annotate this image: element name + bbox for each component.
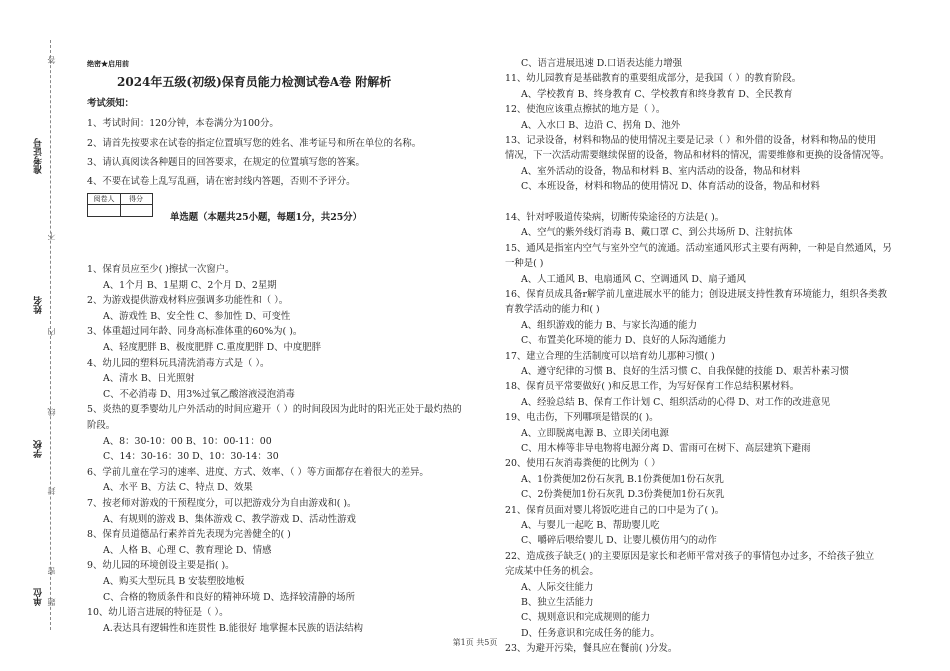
option-line: A、组织游戏的能力 B、与家长沟通的能力 <box>521 319 698 331</box>
seal-mark: 答 <box>47 56 56 64</box>
question-line: 16、保育员成具备r解学前儿童进展水平的能力；创设进展支持性教育环境能力，组织各类教 <box>505 289 888 300</box>
question-line: 20、使用石灰消毒粪便的比例为（ ） <box>505 458 661 470</box>
question-line: 7、按老师对游戏的干预程度分，可以把游戏分为自由游戏和( )。 <box>87 498 357 509</box>
option-line: C、不必消毒 D、用3%过氧乙酸溶液浸泡消毒 <box>103 388 295 400</box>
option-line: C、布置美化环境的能力 D、良好的人际沟通能力 <box>521 335 727 347</box>
question-line: 阶段。 <box>87 420 116 431</box>
question-line: 2、为游戏提供游戏材料应强调多功能性和（ ）。 <box>87 295 289 307</box>
question-line: 13、记录设备，材料和物品的使用情况主要是记录（ ）和外借的设备，材料和物品的使用 <box>505 135 877 146</box>
option-line: A、学校教育 B、终身教育 C、学校教育和终身教育 D、全民教育 <box>521 88 793 100</box>
question-line: 21、保育员面对婴儿将饭吃进自己的口中是为了( )。 <box>505 504 725 516</box>
option-line: A、立即脱离电源 B、立即关闭电源 <box>521 427 669 439</box>
option-line: D、任务意识和完成任务的能力。 <box>521 627 660 639</box>
question-line: 12、使泡应该重点擦拭的地方是（ ）。 <box>505 104 666 116</box>
seal-mark: 线 <box>47 408 56 416</box>
option-line: A、1份粪便加2份石灰乳 B.1份粪便加1份石灰乳 <box>521 473 724 485</box>
question-line: 8、保育员道德品行素养首先表现为完善健全的( ) <box>87 529 291 541</box>
option-line: C、嚼碎后喂给婴儿 D、让婴儿模仿用勺的动作 <box>521 535 717 547</box>
question-line: 17、建立合理的生活制度可以培育幼儿那种习惯( ) <box>505 350 715 362</box>
option-line: A、经验总结 B、保育工作计划 C、组织活动的心得 D、对工作的改进意见 <box>521 396 831 408</box>
exam-no-label: 准考证号 <box>34 138 44 174</box>
option-line: A、游戏性 B、安全性 C、参加性 D、可变性 <box>103 310 291 322</box>
question-line: 11、幼儿园教育是基础教育的重要组成部分，是我国（ ）的教育阶段。 <box>505 73 802 85</box>
question-line: 5、炎热的夏季婴幼儿户外活动的时间应避开（ ）的时间段因为此时的阳光正处于最灼热的 <box>87 404 462 416</box>
notice-item: 2、请首先按要求在试卷的指定位置填写您的姓名、准考证号和所在单位的名称。 <box>87 138 422 149</box>
seal-mark: 内 <box>47 328 56 336</box>
option-line: A、1个月 B、1星期 C、2个月 D、2星期 <box>103 279 277 291</box>
question-line: 情况，下一次活动需要继续保留的设备，物品和材料的情况，需要维修和更换的设备情况等。 <box>505 150 890 162</box>
score-label: 得分 <box>129 195 143 203</box>
seal-mark: 封 <box>47 487 56 495</box>
question-line: 10、幼儿语言进展的特征是（ ）。 <box>87 607 229 619</box>
question-line: 15、通风是指室内空气与室外空气的流通。活动室通风形式主要有两种，一种是自然通风，另 <box>505 242 892 254</box>
option-line: A、遵守纪律的习惯 B、良好的生活习惯 C、自我保健的技能 D、艰苦朴素习惯 <box>521 366 849 377</box>
option-line: C、合格的物质条件和良好的精神环境 D、选择较清静的场所 <box>103 591 356 603</box>
option-line: A、人际交往能力 <box>521 581 594 593</box>
unit-label: 单位 <box>34 588 44 606</box>
school-label: 学校 <box>34 440 44 458</box>
question-line: 19、电击伤，下列哪项是错误的( )。 <box>505 412 659 424</box>
notice-heading: 考试须知： <box>87 98 134 109</box>
question-line: 1、保育员应至少( )擦拭一次窗户。 <box>87 264 235 275</box>
option-line: C、规则意识和完成规则的能力 <box>521 612 651 624</box>
option-line: A、有规则的游戏 B、集体游戏 C、教学游戏 D、活动性游戏 <box>103 513 356 525</box>
option-line: A、8：30-10：00 B、10：00-11：00 <box>103 435 272 447</box>
question-line: 23、为避开污染，餐具应在餐前( )分发。 <box>505 643 678 655</box>
question-line: 一种是( ) <box>505 258 544 270</box>
option-line: A、人格 B、心理 C、教育理论 D、情感 <box>103 544 272 556</box>
question-line: 14、针对呼吸道传染病，切断传染途径的方法是( )。 <box>505 212 725 223</box>
option-line: A、空气的紫外线灯消毒 B、戴口罩 C、到公共场所 D、注射抗体 <box>521 227 793 239</box>
option-line: C、本班设备，材料和物品的使用情况 D、体育活动的设备，物品和材料 <box>521 181 820 193</box>
reviewer-label: 阅卷人 <box>93 195 115 203</box>
name-label: 姓名 <box>34 296 44 314</box>
seal-mark: 密 <box>47 567 56 575</box>
option-line: C、语言进展迅速 D.口语表达能力增强 <box>521 58 682 69</box>
section-title: 单选题（本题共25小题，每题1分，共25分） <box>170 212 362 223</box>
seal-mark: 题 <box>47 598 56 606</box>
secret-tag: 绝密★启用前 <box>87 59 129 68</box>
option-line: B、独立生活能力 <box>521 597 594 608</box>
option-line: C、用木棒等非导电物将电源分离 D、雷雨可在树下、高层建筑下避雨 <box>521 443 811 454</box>
option-line: C、2份粪便加1份石灰乳 D.3份粪便加1份石灰乳 <box>521 489 725 501</box>
question-line: 22、造成孩子缺乏( )的主要原因是家长和老师平常对孩子的事情包办过多，不给孩子独立 <box>505 550 875 562</box>
question-line: 完成某中任务的机会。 <box>505 566 599 578</box>
option-line: A、人工通风 B、电扇通风 C、空调通风 D、扇子通风 <box>521 273 746 285</box>
notice-item: 3、请认真阅读各种题目的回答要求，在规定的位置填写您的答案。 <box>87 157 365 168</box>
option-line: A、水平 B、方法 C、特点 D、效果 <box>103 482 253 494</box>
option-line: C、14：30-16：30 D、10：30-14：30 <box>103 451 279 463</box>
page-footer: 第1页 共5页 <box>452 638 498 647</box>
option-line: A、室外活动的设备，物品和材料 B、室内活动的设备，物品和材料 <box>521 165 801 177</box>
question-line: 6、学前儿童在学习的速率、进度、方式、效率、（ ）等方面都存在着很大的差异。 <box>87 466 429 478</box>
notice-item: 4、不要在试卷上乱写乱画，请在密封线内答题，否则不予评分。 <box>87 176 356 187</box>
seal-mark: 不 <box>47 232 56 240</box>
option-line: A.表达具有逻辑性和连贯性 B.能很好 地掌握本民族的语法结构 <box>103 622 363 634</box>
option-line: A、清水 B、日光照射 <box>103 373 195 385</box>
option-line: A、入水口 B、边沿 C、拐角 D、池外 <box>521 119 681 131</box>
option-line: A、购买大型玩具 B 安装塑胶地板 <box>103 576 245 587</box>
question-line: 3、体重超过同年龄、同身高标准体重的60%为( )。 <box>87 326 303 338</box>
question-line: 4、幼儿园的塑料玩具清洗消毒方式是（ ）。 <box>87 357 270 369</box>
score-box <box>87 193 153 217</box>
question-line: 18、保育员平常要做好( )和反思工作，为写好保育工作总结积累材料。 <box>505 381 800 393</box>
notice-item: 1、考试时间：120分钟，本卷满分为100分。 <box>87 118 279 129</box>
question-line: 育教学活动的能力和( ) <box>505 304 600 316</box>
option-line: A、轻度肥胖 B、极度肥胖 C.重度肥胖 D、中度肥胖 <box>103 342 322 353</box>
exam-title: 2024年五级(初级)保育员能力检测试卷A卷 附解析 <box>117 75 392 89</box>
option-line: A、与婴儿一起吃 B、帮助婴儿吃 <box>521 520 660 531</box>
question-line: 9、幼儿园的环境创设主要是指( )。 <box>87 560 235 572</box>
